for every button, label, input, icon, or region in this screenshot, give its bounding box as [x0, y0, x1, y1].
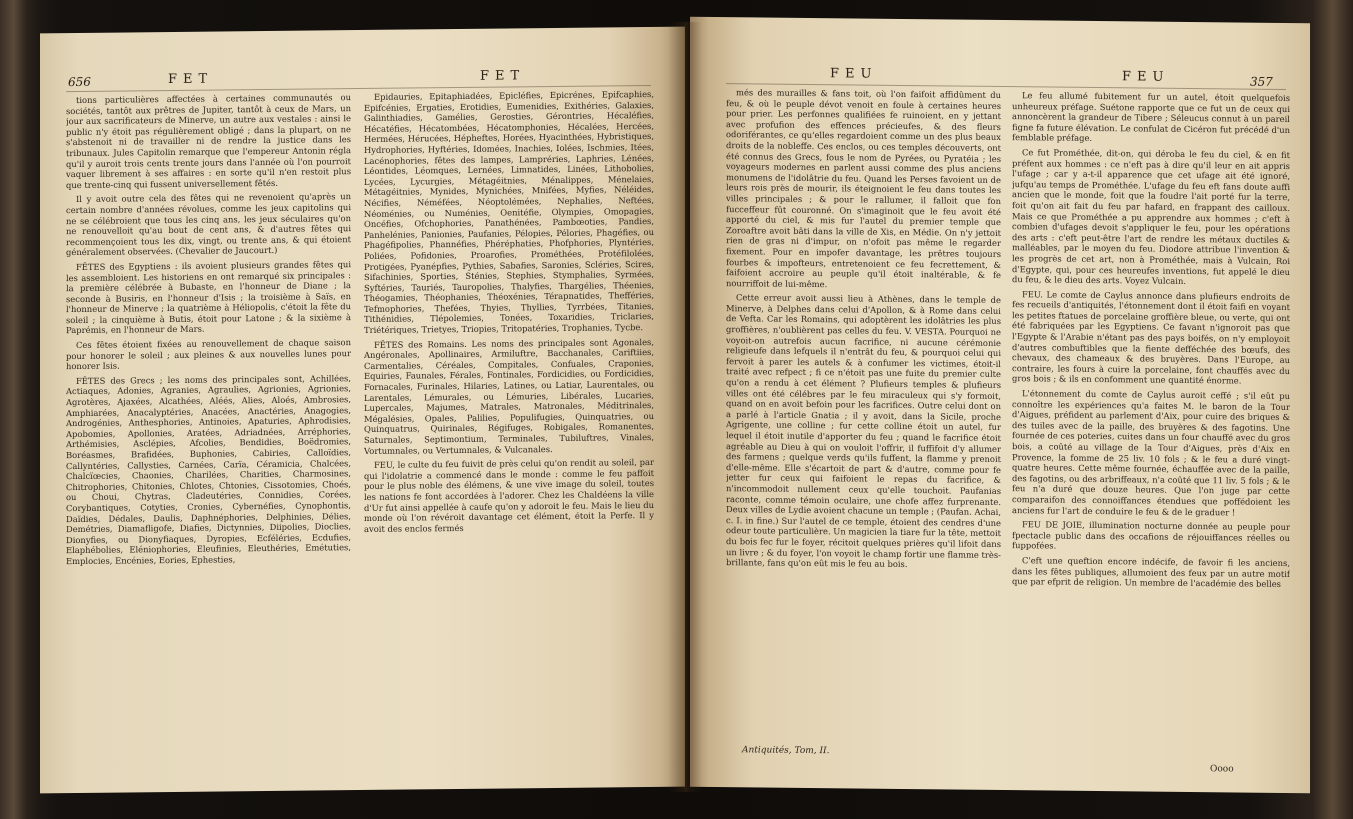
paragraph: FEU. Le comte de Caylus annonce dans plufieurs endroits de fes recueils d'antiquités, l'étonnement dont il étoit faifi en voyant les petites ftatues de porcelaine groffière bleue, ou verte, qui ont été fabriquées par les Egyptiens. Ce favant n'ignoroit pas que l'Egypte & l'Arabie n'étant pas des pays boifés, on n'y employoit d'autres combuftibles que la fiente defféchée des bœufs, des chevaux, des chameaux & des bruyères. Dans l'Europe, au contraire, les fours à cuire la porcelaine, font chauffés avec du gros bois ; & ils en confomment une quantité énorme. — [1012, 288, 1290, 386]
running-head: FET — [168, 71, 214, 88]
paragraph: Ces fêtes étoient fixées au renouvellement de chaque saison pour honorer le soleil ; aux pleines & aux nouvelles lunes pour honorer Isis. — [66, 337, 351, 372]
page-number: 357 — [1250, 74, 1273, 89]
catchword: Oooo — [1210, 764, 1234, 775]
paragraph: FEU, le culte du feu fuivit de près celui qu'on rendit au soleil, par qui l'idolatrie a commencé dans le monde : comme le feu paffoit pour le plus noble des élémens, & une vive image du soleil, toutes les nations fe font accordées à l'adorer. Chez les Chaldéens la ville d'Ur fut ainsi appellée à caufe qu'on y adoroit le feu. Mais le lieu du monde où l'on révéroit davantage cet élément, étoit la Perfe. Il y avoit des enclos fermés — [364, 457, 654, 534]
paragraph: FÊTES des Romains. Les noms des principales sont Agonales, Angéronales, Apollinaires, Armiluftre, Bacchanales, Cariftiies, Carmentalies, Céréales, Compitales, Confuales, Craponies, Equiries, Faunales, Férales, Fontinales, Fordicidies, ou Fordicidies, Fornacales, Furinales, Hilaries, Latines, ou Latiar, Laurentales, ou Larentales, Lémurales, ou Lémuries, Libérales, Lucaries, Lupercales, Majumes, Matrales, Matronales, Méditrinales, Mégalésies, Opales, Palilies, Populifugies, Quinquatries, ou Quinquatrus, Quirinales, Régifuges, Robigales, Romanentes, Saturnales, Septimontium, Terminales, Tubiluftres, Vinales, Vortumnales, ou Vertumnales, & Vulcanales. — [364, 336, 654, 456]
signature-line: Antiquités, Tom, II. — [742, 745, 830, 757]
paragraph: Le feu allumé fubitement fur un autel, étoit quelquefois unheureux préfage. Suétone rapporte que ce fut un de ceux qui annoncèrent la grandeur de Tibere ; Séleucus connut à un pareil figne fa future élévation. Le confulat de Cicéron fut précédé d'un femblable préfage. — [1012, 90, 1290, 144]
running-head: FEU — [830, 66, 878, 82]
paragraph: FÊTES des Grecs ; les noms des principales sont, Achillées, Actiaques, Adonies, Agranies, Agraulies, Agrionies, Agrionies, Agrotères, Ajaxées, Alcathées, Aléés, Alies, Aloés, Ambrosies, Amphiarées, Anacalyptéries, Anacées, Anactéries, Anagogies, Androgénies, Anthesphories, Antinoies, Apaturies, Aphrodisies, Apobomies, Apollonies, Aratées, Adriadnées, Arréphories, Arthémisies, Asclépies, Afcolies, Bendidies, Boëdromies, Boréasmes, Brafidées, Buphonies, Cabiries, Calloïdies, Callyntéries, Callysties, Carnées, Carïa, Céramicia, Chalcées, Chalcïœcies, Chaonies, Charilées, Charities, Charmosines, Chitrophories, Chitonies, Chlotes, Chtonies, Cissotomies, Choés, ou Choui, Chytras, Cladeutéries, Connidies, Corées, Corybantiques, Cotyties, Cronies, Cybernéfies, Cynophontis, Daïdies, Dédales, Daulis, Daphnéphories, Delphinies, Délies, Demétries, Diamafligofe, Diafies, Dictynnies, Diipolies, Dioclies, Dionyfies, ou Dionyfiaques, Dyropies, Ecféléries, Ecdufies, Elaphébolies, Eléniophories, Eleufinies, Eleuthéries, Emétuties, Emplocies, Encénies, Eories, Ephesties, — [66, 372, 351, 567]
text-column-1 — [726, 87, 1001, 740]
right-page — [690, 17, 1310, 793]
paragraph: L'étonnement du comte de Caylus auroit ceffé ; s'il eût pu connoître les expériences qu'a faites M. le baron de la Tour d'Aigues, préfident au parlement d'Aix, pour cuire des briques & des tuiles avec de la paille, des bruyères & des fagotins. Une fournée de ces poteries, cuites dans un four chauffé avec du gros bois, a coûté au village de la Tour d'Aigues, près d'Aix en Provence, la fomme de 25 liv. 10 fols ; & le feu a duré vingt-quatre heures. Cette même fournée, échauffée avec de la paille, des fagotins, ou des arbriffeaux, n'a coûté que 11 liv. 5 fols ; & le feu n'a duré que douze heures. Que l'on juge par cette comparaifon des connoiffances étendues que poffédoient les anciens fur l'art de conduire le feu & de le graduer ! — [1012, 388, 1290, 518]
paragraph: Epidauries, Epitaphiadées, Epicléfies, Epicrénes, Epifcaphies, Epifcénies, Ergaties, Erotidies, Eumenidies, Exithéries, Galaxies, Galinthiadies, Gamélies, Gerosties, Gérontries, Hécaléfies, Hécatéfies, Hécatombées, Hécatomphonies, Hécalées, Hercées, Hermées, Hérucées, Hépheftes, Horées, Hyacinthées, Hybristiques, Hydrophories, Hyftéries, Idomées, Inachies, Iolées, Ischmies, Itées, Lacénophories, fêtes des lampes, Lampréries, Laphries, Lénées, Léontides, Léomques, Lernées, Limnatides, Linées, Lithobolies, Lycées, Lycurgies, Métagéitnies, Ménalippes, Ménelaies, Métagéitnies, Mynides, Mynichées, Mnifées, Myfies, Néléides, Nécifies, Néméfées, Néoptolémées, Nephalies, Neftées, Néoménies, ou Numénies, Oenitéfie, Olympies, Omopagies, Oncéfies, Ofchophories, Panathénées, Pambœoties, Pandies, Panhelénies, Panionies, Paufanies, Pélopies, Pélories, Phagéfies, ou Phagéfipolies, Phannéfies, Phéréphaties, Phofphories, Plyntéries, Poliées, Pofidonies, Proarofies, Prométhées, Protéfilolées, Protigées, Pyanépfies, Pythies, Sabafies, Saronies, Scléries, Scires, Sifachinies, Sporties, Sténies, Stephies, Stymphalies, Syrmées, Syftéries, Tauriés, Tauropolies, Thalyfies, Thargélies, Théenies, Théogamies, Théophanies, Théoxénies, Térapnatides, Thefféries, Tefmophories, Thefées, Thyies, Thyllies, Tyrrbées, Titanies, Tithénidies, Tlépolemies, Tonées, Toxaridies, Triclaries, Triétériques, Trietyes, Triopies, Tritopatéries, Trophanies, Tycbe. — [364, 88, 654, 336]
page-number: 656 — [68, 74, 91, 90]
paragraph: Il y avoit outre cela des fêtes qui ne revenoient qu'après un certain nombre d'années révolues, comme les jeux capitolins qui ne se célébroient que tous les cinq ans, les jeux séculaires qu'on ne renouvelloit qu'au bout de cent ans, & d'autres fêtes qui recommençoient tous les dix, vingt, ou trente ans, & qui étoient généralement observées. (Chevalier de Jaucourt.) — [66, 191, 351, 258]
paragraph: tions particulières affectées à certaines communautés ou sociétés, tantôt aux prêtres de Jupiter, tantôt à ceux de Mars, un jour aux sacrificateurs de Minerve, un autre aux vestales : ainsi le public n'y étoit pas régulièrement obligé ; dans la plupart, on ne s'abstenoit ni de travailler ni de rendre la justice dans les tribunaux. Jules Capitolin remarque que l'empereur Antonin régla qu'il y auroit trois cents trente jours dans l'année où l'on pourroit vaquer librement à ses affaires : en sorte qu'il n'en restoit plus que trente-cinq qui fussent universellement fêtés. — [66, 92, 351, 190]
text-column-2 — [364, 89, 654, 782]
text-column-2 — [1012, 90, 1290, 761]
running-head: FET — [480, 68, 526, 84]
paragraph: Cette erreur avoit aussi lieu à Athènes, dans le temple de Minerve, à Delphes dans celui d'Apollon, & à Rome dans celui de Vefta. Car les Romains, qui adoptèrent les idolâtries les plus groffières, n'oublièrent pas celles du feu. V. VESTA. Pourquoi ne voyoit-on autrefois aucun facrifice, ni aucune cérémonie religieufe dans lefquels il n'entrât du feu, & pourquoi celui qui fervoit à parer les autels & à confumer les victimes, étoit-il traité avec refpect ; fi ce n'étoit pas une fuite du premier culte qu'on a rendu à cet élément ? Plufieurs temples & plufieurs villes ont été célébres par le feu miraculeux qui s'y formoit, quand on en avoit befoin pour les facrifices. Outre celui dont on a parlé à l'article Gnatia ; il y avoit, dans la Sicile, proche Agrigente, une colline ; fur cette colline étoit un autel, fur lequel il étoit inutile d'apporter du feu ; quand le facrifice étoit agréable au Dieu à qui on vouloit l'offrir, il fuffifoit d'y allumer des farmens ; quelque verds qu'ils fuffent, la flamme y prenoit d'elle-même. Elle s'écartoit de part & d'autre, comme pour fe jetter fur ceux qui faifoient le repas du facrifice, & n'incommodoit nullement ceux qu'elle touchoit. Paufanias raconte, comme témoin oculaire, une chofe affez furprenante. Deux villes de Lydie avoient chacune un temple ; (Paufan. Achai, c. I. in fine.) Sur l'autel de ce temple, étoient des cendres d'une odeur toute particulière. Un magicien la tiare fur la tête, mettoit du bois fec fur le foyer, récitoit quelques prières qu'il lifoit dans un livre ; & du foyer, l'on voyoit le champ fortir une flamme très-brillante, fans qu'on eût mis le feu au bois. — [726, 292, 1001, 570]
paragraph: C'eft une queftion encore indécife, de favoir fi les anciens, dans les fêtes publiques, allumoient des feux par un autre motif que par efprit de religion. Un membre de l'académie des belles — [1012, 555, 1290, 590]
paragraph: FEU DE JOIE, illumination nocturne donnée au peuple pour fpectacle public dans des occafions de réjouiffances réelles ou fuppofées. — [1012, 519, 1290, 551]
text-column-1 — [66, 92, 351, 785]
left-page — [40, 27, 685, 794]
paragraph: FÊTES des Egyptiens : ils avoient plusieurs grandes fêtes qui les assembloient. Les historiens en ont remarqué six principales : la première célébrée à Bubaste, en l'honneur de Diane ; la seconde à Busiris, en l'honneur d'Isis ; la troisième à Saïs, en l'honneur de Minerve ; la quatrième à Héliopolis, c'étoit la fête du soleil ; la cinquième à Butis, étoit pour Latone ; & la sixième à Paprémis, en l'honneur de Mars. — [66, 259, 351, 336]
running-head: FEU — [1122, 69, 1170, 85]
paragraph: Ce fut Prométhée, dit-on, qui déroba le feu du ciel, & en fit préfent aux hommes : ce n'eft pas à dire qu'il leur en ait appris l'ufage ; car y a-t-il apparence que cet ufage ait été ignoré, jufqu'au temps de Prométhée. L'ufage du feu eft fans doute auffi ancien que le monde, foit que la foudre l'ait porté fur la terre, foit qu'on ait fait du feu par hafard, en frappant des cailloux. Mais ce que Prométhée a pu apprendre aux hommes ; c'eft à combien d'ufages devoit s'appliquer le feu, pour les opérations des arts : c'eft peut-être l'art de rendre les métaux ductiles & malléables, par le moyen du feu. Diodore attribue l'invention & les progrès de cet art, non à Prométhée, mais à Vulcain, Roi d'Egypte, qui, pour ces heureufes inventions, fut appelé le dieu du feu, & le dieu des arts. Voyez Vulcain. — [1012, 147, 1290, 287]
paragraph: més des murailles & fans toit, où l'on faifoit affidûment du feu, & où le peuple dévot venoit en foule à certaines heures pour prier. Les perfonnes qualifiées fe ruinoient, en y jettant avec profufion des effences précieufes, & des fleurs odoriférantes, ce qu'elles regardoient comme un des plus beaux droits de la nobleffe. Ces enclos, ou ces temples découverts, ont été connus des Grecs, fous le nom de Pyrées, ou Pyratéia ; les voyageurs modernes en parlent aussi comme des plus anciens monumens de l'idolâtrie du feu. Quand les Perses favoient un de leurs rois près de mourir, ils éteignoient le feu dans toutes les villes principales ; & pour le rallumer, il falloit que fon fucceffeur fût couronné. On s'imaginoit que le feu avoit été apporté du ciel, & mis fur l'autel du premier temple que Zoroaftre avoit bâti dans la ville de Xis, en Médie. On n'y jettoit rien de gras ni d'impur, on n'ofoit pas même le regarder fixement. Pour en impofer davantage, les prêtres toujours fourbes & impofteurs, entretenoient ce feu fecrettement, & faifoient accroire au peuple qu'il étoit inaltérable, & fe nourriffoit de lui-même. — [726, 87, 1001, 289]
